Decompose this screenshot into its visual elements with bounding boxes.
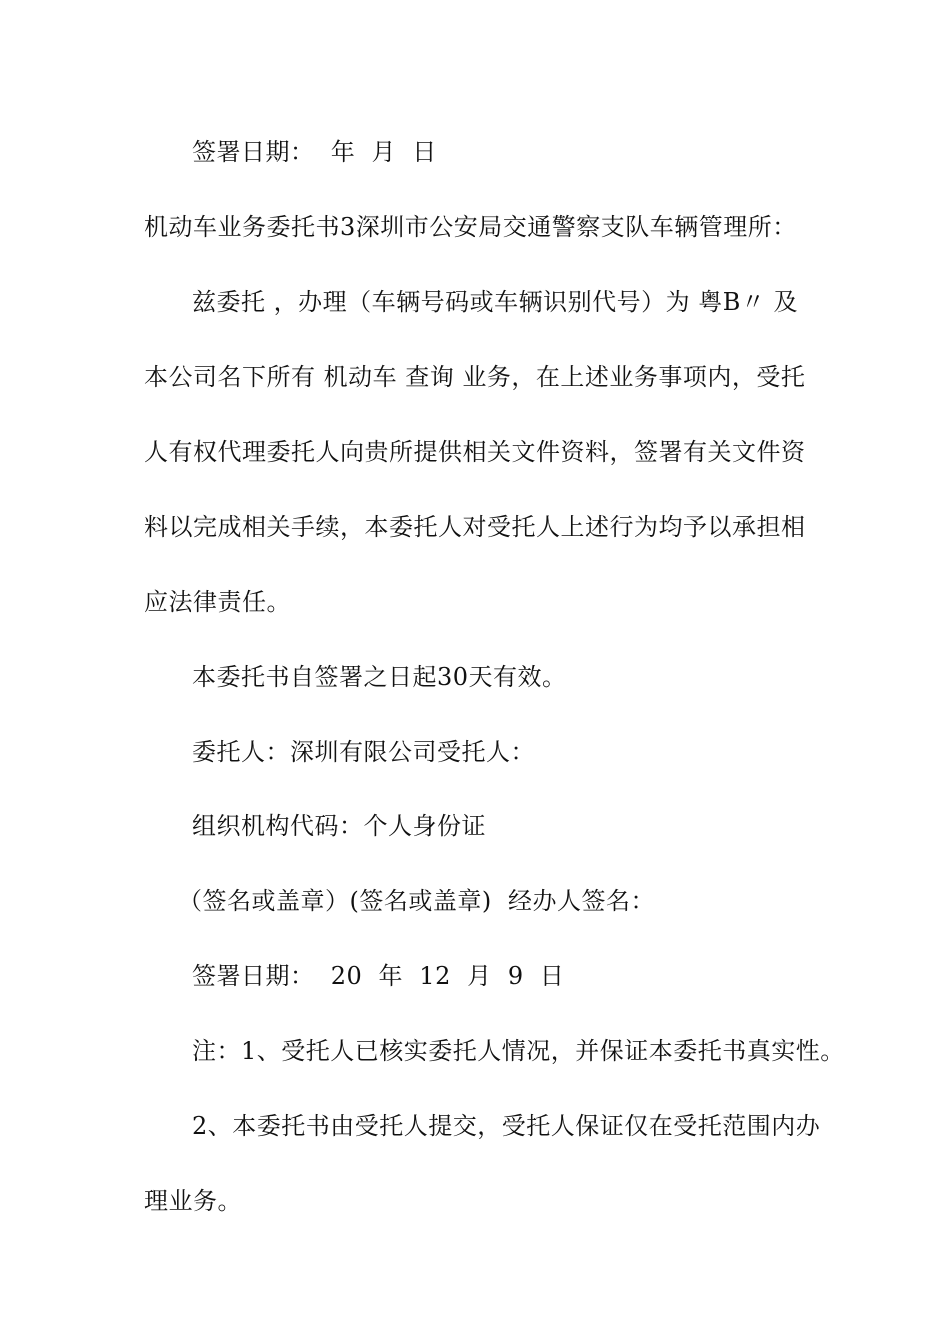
note-line-1: 注：1、受托人已核实委托人情况，并保证本委托书真实性。 xyxy=(192,1037,845,1065)
sign-date-line: 签署日期： 20 年 12 月 9 日 xyxy=(192,962,565,990)
org-code-line: 组织机构代码：个人身份证 xyxy=(192,812,486,840)
paragraph-line: 人有权代理委托人向贵所提供相关文件资料，签署有关文件资 xyxy=(144,438,806,466)
sign-date-line-top: 签署日期： 年 月 日 xyxy=(192,138,437,166)
principal-line: 委托人：深圳有限公司受托人： xyxy=(192,738,535,766)
paragraph-line: 兹委托 ，办理（车辆号码或车辆识别代号）为 粤B〃 及 xyxy=(192,288,799,316)
validity-line: 本委托书自签署之日起30天有效。 xyxy=(192,663,567,691)
document-title-line: 机动车业务委托书3深圳市公安局交通警察支队车辆管理所： xyxy=(144,213,797,241)
note-line-2-cont: 理业务。 xyxy=(144,1187,242,1215)
note-line-2: 2、本委托书由受托人提交，受托人保证仅在受托范围内办 xyxy=(192,1112,821,1140)
signature-line: （签名或盖章）(签名或盖章) 经办人签名： xyxy=(178,887,655,915)
paragraph-line: 本公司名下所有 机动车 查询 业务，在上述业务事项内，受托 xyxy=(144,363,806,391)
paragraph-line: 应法律责任。 xyxy=(144,588,291,616)
paragraph-line: 料以完成相关手续，本委托人对受托人上述行为均予以承担相 xyxy=(144,513,806,541)
